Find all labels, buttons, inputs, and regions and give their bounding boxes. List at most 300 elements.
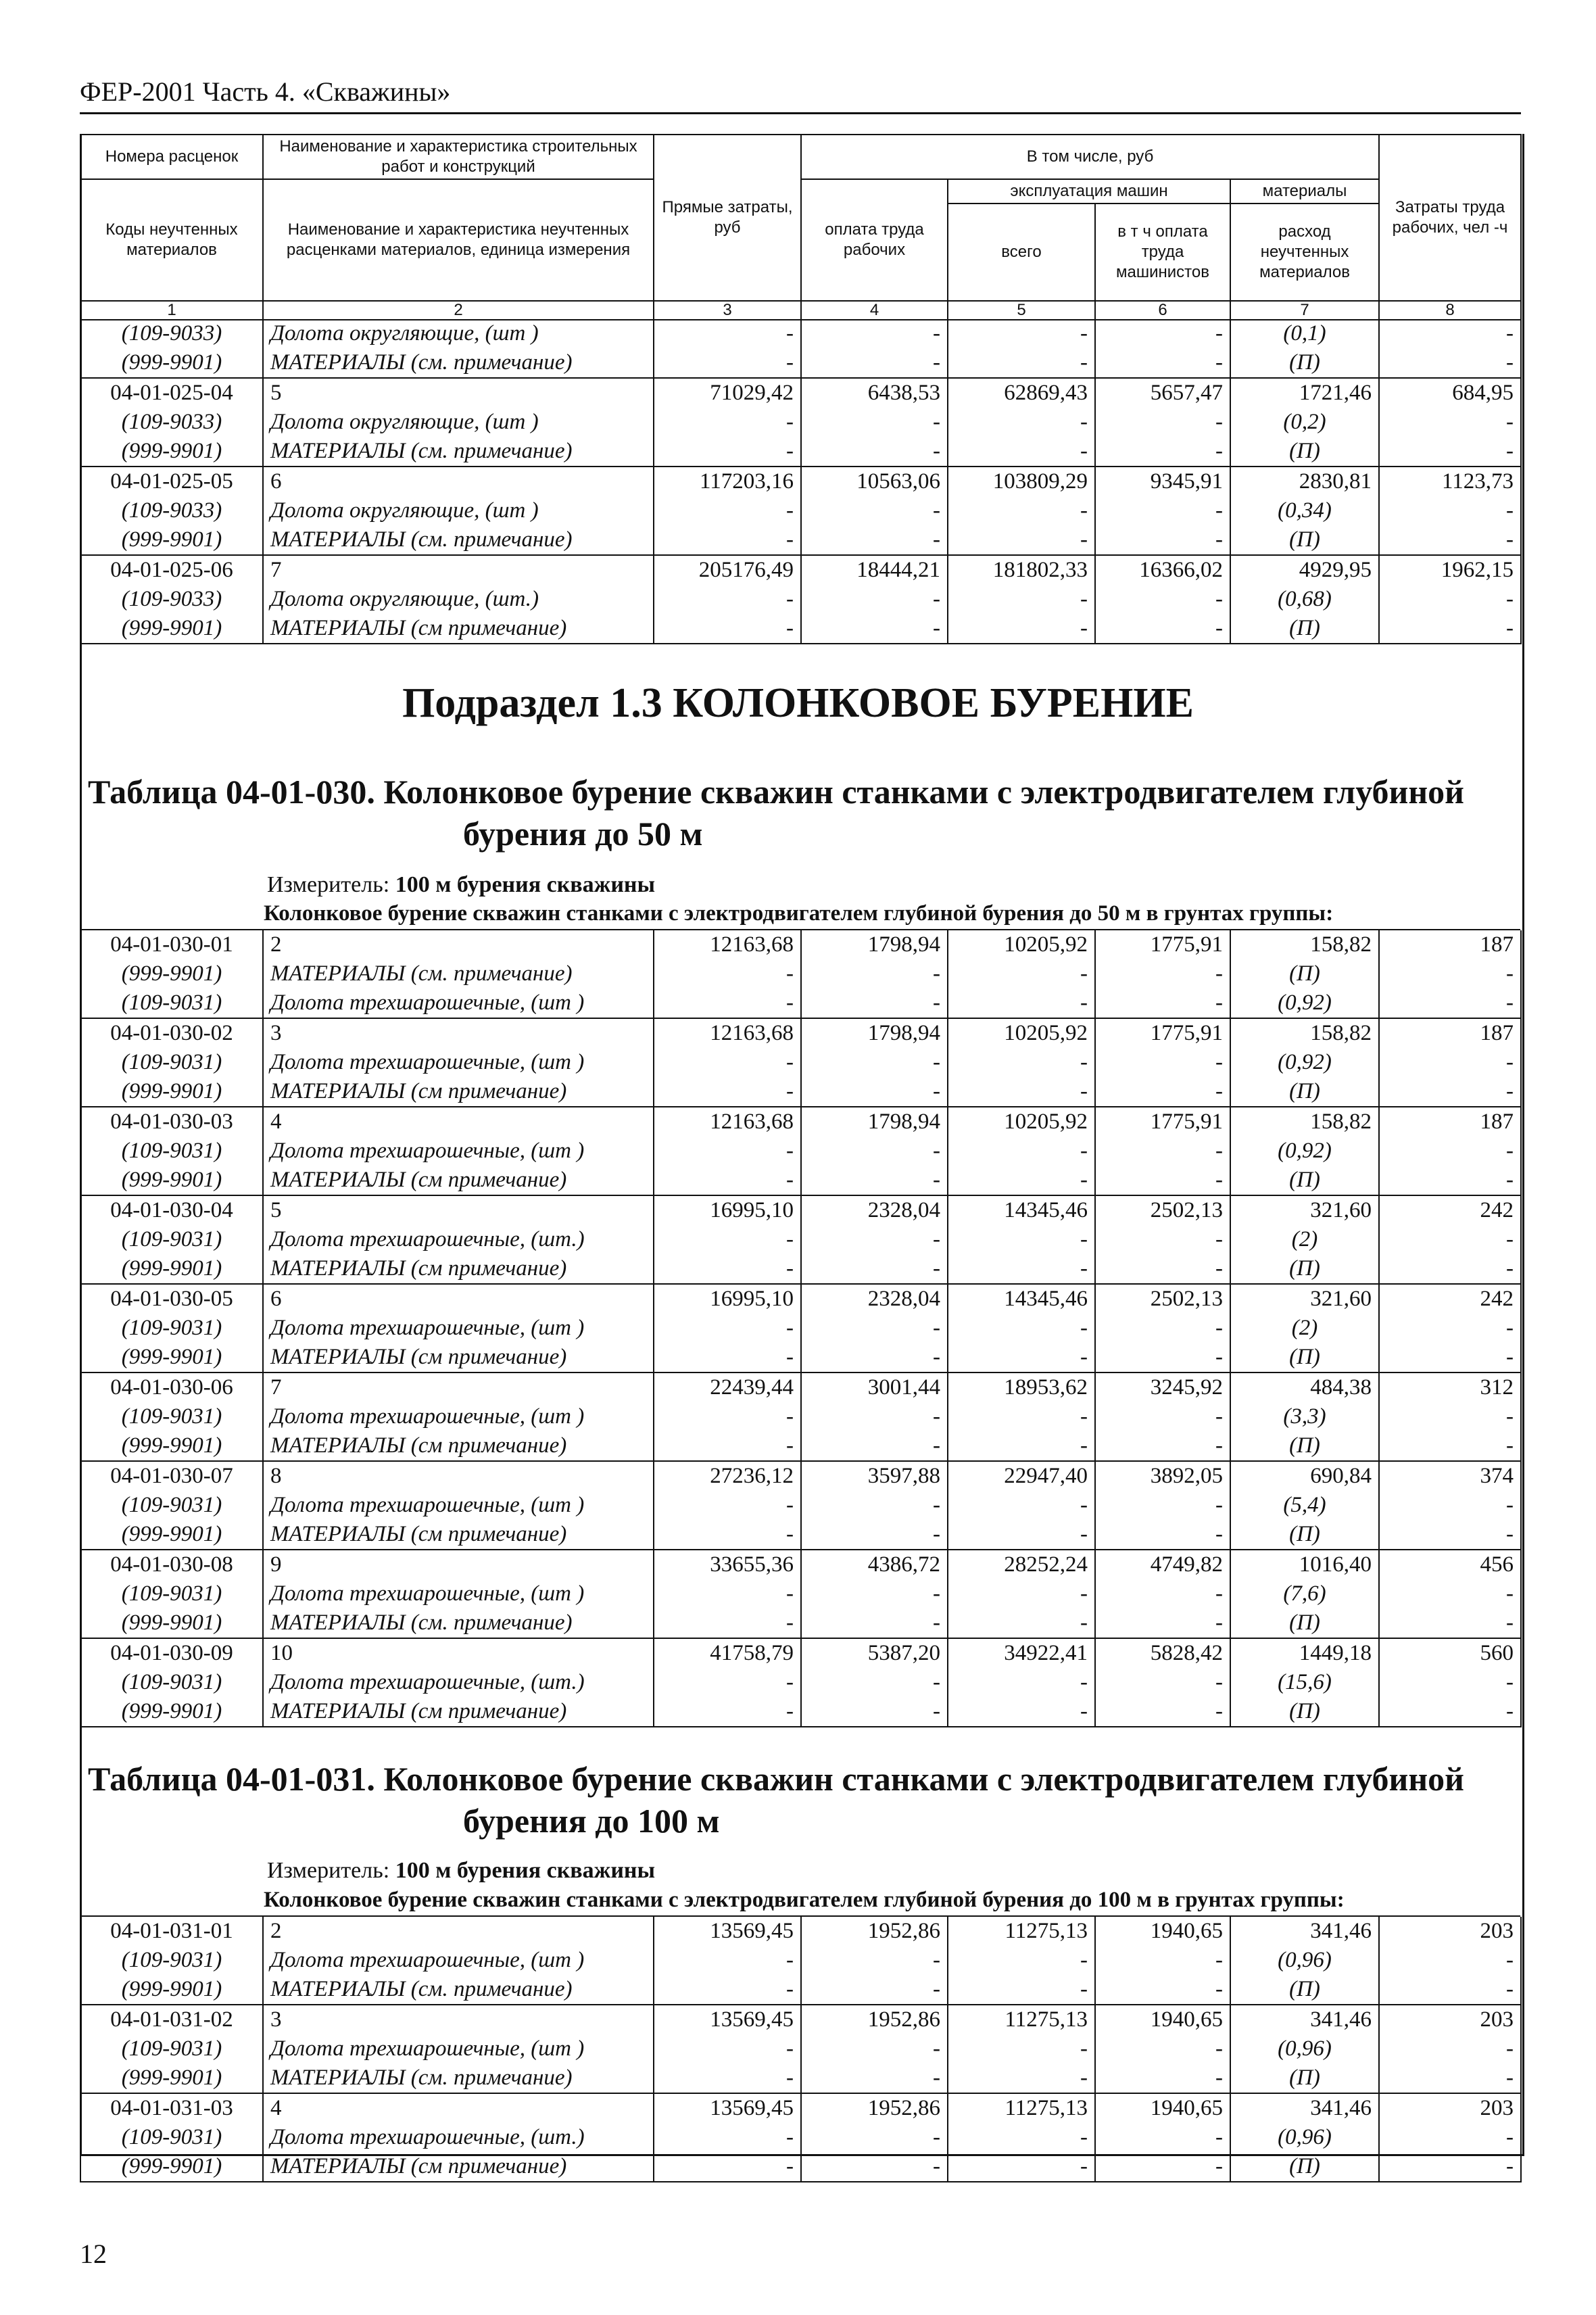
cell-col-1: (109-9031)	[80, 1668, 263, 1697]
cell-col-7: (П)	[1230, 1431, 1379, 1461]
cell-col-4: 6438,53	[801, 378, 948, 408]
cell-col-5: 22947,40	[948, 1461, 1095, 1491]
cell-col-2: 6	[263, 467, 654, 496]
cell-col-8: -	[1379, 1608, 1521, 1638]
cell-col-5: -	[948, 2123, 1095, 2152]
cell-col-3: -	[654, 1048, 801, 1077]
cell-col-3: 71029,42	[654, 378, 801, 408]
cell-col-3: -	[654, 496, 801, 525]
material-row	[80, 614, 1521, 644]
cell-col-3: 12163,68	[654, 1018, 801, 1048]
cell-col-8: -	[1379, 959, 1521, 988]
cell-col-7: 321,60	[1230, 1195, 1379, 1225]
table-031-title-line2: бурения до 100 м	[463, 1802, 720, 1840]
material-row	[80, 2063, 1521, 2093]
cell-col-1: (109-9031)	[80, 1048, 263, 1077]
cell-col-8: 187	[1379, 1018, 1521, 1048]
cell-col-1: 04-01-030-03	[80, 1107, 263, 1137]
rate-row	[80, 1373, 1521, 1402]
cell-col-7: (П)	[1230, 525, 1379, 555]
cell-col-3: -	[654, 1254, 801, 1284]
cell-col-5: 103809,29	[948, 467, 1095, 496]
cell-col-6: -	[1095, 585, 1230, 614]
rate-row	[80, 1917, 1521, 1946]
cell-col-4: -	[801, 437, 948, 467]
header-direct-costs: Прямые затраты, руб	[654, 135, 801, 301]
cell-col-3: 117203,16	[654, 467, 801, 496]
cell-col-1: 04-01-030-06	[80, 1373, 263, 1402]
cell-col-4: 2328,04	[801, 1284, 948, 1314]
cell-col-5: -	[948, 1166, 1095, 1195]
cell-col-1: (109-9033)	[80, 496, 263, 525]
cell-col-5: 11275,13	[948, 1917, 1095, 1946]
cell-col-1: (999-9901)	[80, 1520, 263, 1550]
cell-col-3: -	[654, 2034, 801, 2063]
cell-col-8: 187	[1379, 1107, 1521, 1137]
cell-col-8: -	[1379, 1402, 1521, 1431]
cell-col-5: -	[948, 1431, 1095, 1461]
cell-col-4: -	[801, 1431, 948, 1461]
cell-col-5: -	[948, 2034, 1095, 2063]
cell-col-6: -	[1095, 1402, 1230, 1431]
cell-col-4: 10563,06	[801, 467, 948, 496]
cell-col-6: -	[1095, 1166, 1230, 1195]
cell-col-1: (109-9031)	[80, 2034, 263, 2063]
cell-col-6: -	[1095, 1077, 1230, 1107]
cell-col-2: Долота трехшарошечные, (шт.)	[263, 1668, 654, 1697]
cell-col-2: Долота трехшарошечные, (шт )	[263, 1314, 654, 1343]
cell-col-7: (0,2)	[1230, 408, 1379, 437]
rate-row	[80, 1461, 1521, 1491]
cell-col-7: 321,60	[1230, 1284, 1379, 1314]
cell-col-6: -	[1095, 1048, 1230, 1077]
cell-col-3: -	[654, 525, 801, 555]
cell-col-1: 04-01-025-06	[80, 555, 263, 585]
cell-col-2: Долота округляющие, (шт )	[263, 496, 654, 525]
cell-col-2: МАТЕРИАЛЫ (см. примечание)	[263, 525, 654, 555]
header-machines-total: всего	[948, 204, 1095, 301]
cell-col-2: Долота трехшарошечные, (шт )	[263, 1946, 654, 1975]
cell-col-1: (999-9901)	[80, 614, 263, 644]
cell-col-6: -	[1095, 988, 1230, 1018]
cell-col-2: МАТЕРИАЛЫ (см примечание)	[263, 1343, 654, 1373]
cell-col-8: -	[1379, 1579, 1521, 1608]
cell-col-6: 4749,82	[1095, 1550, 1230, 1579]
cell-col-4: -	[801, 2123, 948, 2152]
cell-col-7: (0,96)	[1230, 1946, 1379, 1975]
cell-col-8: -	[1379, 1048, 1521, 1077]
cell-col-5: -	[948, 614, 1095, 644]
cell-col-7: (7,6)	[1230, 1579, 1379, 1608]
cell-col-8: 560	[1379, 1638, 1521, 1668]
cell-col-8: 203	[1379, 2093, 1521, 2123]
cell-col-8: -	[1379, 319, 1521, 348]
material-row	[80, 959, 1521, 988]
cell-col-3: -	[654, 959, 801, 988]
cell-col-6: 1940,65	[1095, 2093, 1230, 2123]
measurer-value: 100 м бурения скважины	[395, 1858, 656, 1883]
rate-row	[80, 1107, 1521, 1137]
material-row	[80, 1431, 1521, 1461]
cell-col-4: -	[801, 1254, 948, 1284]
table-030-title	[88, 771, 1514, 855]
material-row	[80, 2034, 1521, 2063]
cell-col-2: МАТЕРИАЛЫ (см. примечание)	[263, 348, 654, 378]
cell-col-6: -	[1095, 348, 1230, 378]
material-row	[80, 437, 1521, 467]
cell-col-4: 1952,86	[801, 2093, 948, 2123]
page-number: 12	[80, 2239, 107, 2269]
cell-col-7: (2)	[1230, 1314, 1379, 1343]
cell-col-2: 7	[263, 1373, 654, 1402]
cell-col-4: -	[801, 585, 948, 614]
cell-col-1: (999-9901)	[80, 1608, 263, 1638]
cell-col-2: МАТЕРИАЛЫ (см. примечание)	[263, 2063, 654, 2093]
cell-col-7: 158,82	[1230, 1018, 1379, 1048]
cell-col-1: (999-9901)	[80, 437, 263, 467]
header-labor-cost: Затраты труда рабочих, чел -ч	[1379, 135, 1521, 301]
rate-row	[80, 378, 1521, 408]
cell-col-5: -	[948, 1343, 1095, 1373]
cell-col-4: 3597,88	[801, 1461, 948, 1491]
cell-col-2: 7	[263, 555, 654, 585]
cell-col-1: (999-9901)	[80, 1431, 263, 1461]
cell-col-6: -	[1095, 1431, 1230, 1461]
rate-row	[80, 467, 1521, 496]
cell-col-2: 5	[263, 378, 654, 408]
cell-col-5: -	[948, 1697, 1095, 1727]
cell-col-2: 3	[263, 1018, 654, 1048]
cell-col-3: -	[654, 348, 801, 378]
cell-col-4: -	[801, 1579, 948, 1608]
cell-col-1: (109-9031)	[80, 1579, 263, 1608]
cell-col-6: -	[1095, 1343, 1230, 1373]
cell-col-1: (999-9901)	[80, 1975, 263, 2005]
cell-col-7: (П)	[1230, 1697, 1379, 1727]
rate-row	[80, 2005, 1521, 2034]
cell-col-2: Долота трехшарошечные, (шт )	[263, 2034, 654, 2063]
material-row	[80, 1166, 1521, 1195]
cell-col-8: 456	[1379, 1550, 1521, 1579]
cell-col-1: 04-01-025-04	[80, 378, 263, 408]
cell-col-7: 4929,95	[1230, 555, 1379, 585]
cell-col-3: -	[654, 1137, 801, 1166]
cell-col-8: 187	[1379, 930, 1521, 959]
cell-col-8: 1123,73	[1379, 467, 1521, 496]
cell-col-2: МАТЕРИАЛЫ (см. примечание)	[263, 1608, 654, 1638]
subsection-title: Подраздел 1.3 КОЛОНКОВОЕ БУРЕНИЕ	[402, 680, 1194, 726]
cell-col-8: 684,95	[1379, 378, 1521, 408]
cell-col-3: -	[654, 1491, 801, 1520]
rate-row	[80, 1638, 1521, 1668]
cell-col-4: -	[801, 1697, 948, 1727]
cell-col-2: МАТЕРИАЛЫ (см. примечание)	[263, 437, 654, 467]
cell-col-5: 10205,92	[948, 930, 1095, 959]
table-031-measurer	[267, 1858, 655, 1884]
cell-col-7: 1016,40	[1230, 1550, 1379, 1579]
cell-col-2: Долота трехшарошечные, (шт )	[263, 1402, 654, 1431]
header-material-name: Наименование и характеристика неучтенных расценками материалов, единица измерения	[263, 179, 654, 301]
cell-col-7: (П)	[1230, 1975, 1379, 2005]
cell-col-3: 41758,79	[654, 1638, 801, 1668]
cell-col-3: -	[654, 585, 801, 614]
cell-col-4: -	[801, 1946, 948, 1975]
cell-col-4: -	[801, 496, 948, 525]
cell-col-4: -	[801, 1668, 948, 1697]
cell-col-5: -	[948, 1077, 1095, 1107]
cell-col-8: -	[1379, 1225, 1521, 1254]
cell-col-8: -	[1379, 348, 1521, 378]
cell-col-8: -	[1379, 988, 1521, 1018]
cell-col-1: 04-01-031-02	[80, 2005, 263, 2034]
cell-col-3: -	[654, 1697, 801, 1727]
cell-col-6: -	[1095, 2123, 1230, 2152]
cell-col-2: Долота трехшарошечные, (шт )	[263, 1579, 654, 1608]
cell-col-8: -	[1379, 437, 1521, 467]
cell-col-4: -	[801, 2152, 948, 2182]
header-machinist-pay: в т ч оплата труда машинистов	[1095, 204, 1230, 301]
cell-col-2: 6	[263, 1284, 654, 1314]
measurer-value: 100 м бурения скважины	[395, 872, 656, 897]
cell-col-7: (П)	[1230, 1343, 1379, 1373]
material-row	[80, 1077, 1521, 1107]
cell-col-2: Долота округляющие, (шт )	[263, 319, 654, 348]
table-031-group-line: Колонковое бурение скважин станками с электродвигателем глубиной бурения до 100 м в грунтах группы:	[264, 1888, 1345, 1912]
cell-col-7: (0,1)	[1230, 319, 1379, 348]
cell-col-3: -	[654, 1225, 801, 1254]
cell-col-3: -	[654, 319, 801, 348]
cell-col-4: -	[801, 959, 948, 988]
cell-col-1: (109-9031)	[80, 988, 263, 1018]
cell-col-4: -	[801, 2034, 948, 2063]
cell-col-5: 62869,43	[948, 378, 1095, 408]
cell-col-8: -	[1379, 2123, 1521, 2152]
header-materials: материалы	[1230, 179, 1379, 204]
cell-col-8: -	[1379, 1520, 1521, 1550]
cell-col-5: -	[948, 1137, 1095, 1166]
cell-col-6: 3892,05	[1095, 1461, 1230, 1491]
cell-col-6: -	[1095, 1697, 1230, 1727]
cell-col-8: -	[1379, 585, 1521, 614]
table-031-title	[88, 1758, 1514, 1842]
cell-col-3: -	[654, 1668, 801, 1697]
cell-col-7: 690,84	[1230, 1461, 1379, 1491]
cell-col-3: 12163,68	[654, 1107, 801, 1137]
cell-col-7: (П)	[1230, 2152, 1379, 2182]
cell-col-3: -	[654, 408, 801, 437]
cell-col-6: -	[1095, 614, 1230, 644]
material-row	[80, 1946, 1521, 1975]
cell-col-5: -	[948, 1225, 1095, 1254]
cell-col-3: 13569,45	[654, 2093, 801, 2123]
cell-col-4: -	[801, 1608, 948, 1638]
rate-row	[80, 555, 1521, 585]
cell-col-4: 4386,72	[801, 1550, 948, 1579]
cell-col-1: 04-01-030-09	[80, 1638, 263, 1668]
cell-col-6: -	[1095, 496, 1230, 525]
cell-col-1: (109-9033)	[80, 319, 263, 348]
cell-col-7: (2)	[1230, 1225, 1379, 1254]
material-row	[80, 1225, 1521, 1254]
cell-col-6: 9345,91	[1095, 467, 1230, 496]
material-row	[80, 1343, 1521, 1373]
cell-col-7: (П)	[1230, 1166, 1379, 1195]
cell-col-4: -	[801, 1343, 948, 1373]
cell-col-1: (999-9901)	[80, 348, 263, 378]
cell-col-3: -	[654, 2123, 801, 2152]
cell-col-5: -	[948, 988, 1095, 1018]
cell-col-1: (999-9901)	[80, 1166, 263, 1195]
cell-col-7: (П)	[1230, 348, 1379, 378]
cell-col-1: 04-01-030-07	[80, 1461, 263, 1491]
cell-col-6: -	[1095, 1491, 1230, 1520]
cell-col-4: -	[801, 525, 948, 555]
cell-col-4: -	[801, 1137, 948, 1166]
cell-col-4: 1798,94	[801, 930, 948, 959]
header-including: В том числе, руб	[801, 135, 1379, 179]
cell-col-4: -	[801, 408, 948, 437]
cell-col-2: 3	[263, 2005, 654, 2034]
cell-col-8: 203	[1379, 1917, 1521, 1946]
cell-col-3: 13569,45	[654, 1917, 801, 1946]
table-030-title-line2: бурения до 50 м	[463, 815, 703, 853]
cell-col-6: 1775,91	[1095, 930, 1230, 959]
cell-col-6: -	[1095, 1579, 1230, 1608]
cell-col-6: -	[1095, 1668, 1230, 1697]
cell-col-8: 374	[1379, 1461, 1521, 1491]
cell-col-2: 8	[263, 1461, 654, 1491]
table-030-title-line1: Таблица 04-01-030. Колонковое бурение скважин станками с электродвигателем глубиной	[88, 773, 1464, 811]
cell-col-2: МАТЕРИАЛЫ (см примечание)	[263, 1077, 654, 1107]
cell-col-8: -	[1379, 408, 1521, 437]
cell-col-3: -	[654, 1402, 801, 1431]
cell-col-3: -	[654, 2152, 801, 2182]
cell-col-8: -	[1379, 1077, 1521, 1107]
cell-col-2: МАТЕРИАЛЫ (см примечание)	[263, 1697, 654, 1727]
cell-col-2: Долота трехшарошечные, (шт.)	[263, 1225, 654, 1254]
material-row	[80, 585, 1521, 614]
material-row	[80, 1608, 1521, 1638]
material-row	[80, 1520, 1521, 1550]
cell-col-8: -	[1379, 1491, 1521, 1520]
cell-col-5: -	[948, 1520, 1095, 1550]
cell-col-1: (999-9901)	[80, 2063, 263, 2093]
rate-row	[80, 2093, 1521, 2123]
cell-col-3: -	[654, 1431, 801, 1461]
cell-col-8: -	[1379, 1668, 1521, 1697]
header-material-use: расход неучтенных материалов	[1230, 204, 1379, 301]
cell-col-8: -	[1379, 1431, 1521, 1461]
cell-col-1: (999-9901)	[80, 1077, 263, 1107]
cell-col-7: 158,82	[1230, 930, 1379, 959]
cell-col-8: -	[1379, 1975, 1521, 2005]
cell-col-1: (109-9033)	[80, 585, 263, 614]
cell-col-8: -	[1379, 1343, 1521, 1373]
material-row	[80, 348, 1521, 378]
cell-col-7: 341,46	[1230, 1917, 1379, 1946]
cell-col-3: -	[654, 1946, 801, 1975]
page-header-title: ФЕР-2001 Часть 4. «Скважины»	[80, 76, 451, 107]
material-row	[80, 1048, 1521, 1077]
cell-col-4: -	[801, 614, 948, 644]
cell-col-7: 158,82	[1230, 1107, 1379, 1137]
col-num-2: 2	[263, 301, 654, 320]
rates-table-031	[80, 1917, 1522, 2182]
cell-col-6: 16366,02	[1095, 555, 1230, 585]
header-machines: эксплуатация машин	[948, 179, 1230, 204]
cell-col-5: -	[948, 2063, 1095, 2093]
cell-col-6: 5828,42	[1095, 1638, 1230, 1668]
cell-col-4: 1952,86	[801, 1917, 948, 1946]
cell-col-7: (П)	[1230, 1520, 1379, 1550]
cell-col-6: -	[1095, 1975, 1230, 2005]
cell-col-2: Долота округляющие, (шт )	[263, 408, 654, 437]
cell-col-2: МАТЕРИАЛЫ (см примечание)	[263, 614, 654, 644]
cell-col-1: (109-9031)	[80, 1225, 263, 1254]
material-row	[80, 1491, 1521, 1520]
table-031-title-line1: Таблица 04-01-031. Колонковое бурение скважин станками с электродвигателем глубиной	[88, 1760, 1464, 1798]
rates-table-030	[80, 930, 1522, 1727]
cell-col-3: 22439,44	[654, 1373, 801, 1402]
cell-col-5: -	[948, 1402, 1095, 1431]
cell-col-4: -	[801, 1077, 948, 1107]
rates-table-025	[80, 319, 1522, 644]
cell-col-1: 04-01-030-05	[80, 1284, 263, 1314]
cell-col-4: -	[801, 1225, 948, 1254]
cell-col-6: -	[1095, 2152, 1230, 2182]
cell-col-5: -	[948, 1668, 1095, 1697]
col-num-4: 4	[801, 301, 948, 320]
cell-col-6: 5657,47	[1095, 378, 1230, 408]
cell-col-5: -	[948, 585, 1095, 614]
cell-col-1: (109-9031)	[80, 1137, 263, 1166]
material-row	[80, 1137, 1521, 1166]
cell-col-4: 2328,04	[801, 1195, 948, 1225]
cell-col-4: -	[801, 1048, 948, 1077]
cell-col-7: (П)	[1230, 2063, 1379, 2093]
cell-col-5: -	[948, 1048, 1095, 1077]
cell-col-3: 13569,45	[654, 2005, 801, 2034]
cell-col-3: 27236,12	[654, 1461, 801, 1491]
measurer-label: Измеритель:	[267, 872, 390, 897]
cell-col-7: (0,92)	[1230, 988, 1379, 1018]
cell-col-3: -	[654, 614, 801, 644]
cell-col-1: (109-9033)	[80, 408, 263, 437]
col-num-7: 7	[1230, 301, 1379, 320]
cell-col-6: -	[1095, 1137, 1230, 1166]
cell-col-1: (999-9901)	[80, 1697, 263, 1727]
cell-col-4: -	[801, 1402, 948, 1431]
cell-col-8: 242	[1379, 1284, 1521, 1314]
cell-col-6: -	[1095, 1254, 1230, 1284]
cell-col-2: МАТЕРИАЛЫ (см. примечание)	[263, 959, 654, 988]
material-row	[80, 1668, 1521, 1697]
cell-col-7: (0,68)	[1230, 585, 1379, 614]
col-num-5: 5	[948, 301, 1095, 320]
cell-col-4: -	[801, 1975, 948, 2005]
cell-col-4: -	[801, 1314, 948, 1343]
cell-col-4: 18444,21	[801, 555, 948, 585]
cell-col-2: Долота округляющие, (шт.)	[263, 585, 654, 614]
cell-col-3: -	[654, 1166, 801, 1195]
rate-row	[80, 930, 1521, 959]
cell-col-2: Долота трехшарошечные, (шт )	[263, 988, 654, 1018]
cell-col-7: (П)	[1230, 959, 1379, 988]
cell-col-5: -	[948, 1491, 1095, 1520]
cell-col-2: МАТЕРИАЛЫ (см примечание)	[263, 2152, 654, 2182]
cell-col-4: -	[801, 348, 948, 378]
cell-col-5: -	[948, 496, 1095, 525]
